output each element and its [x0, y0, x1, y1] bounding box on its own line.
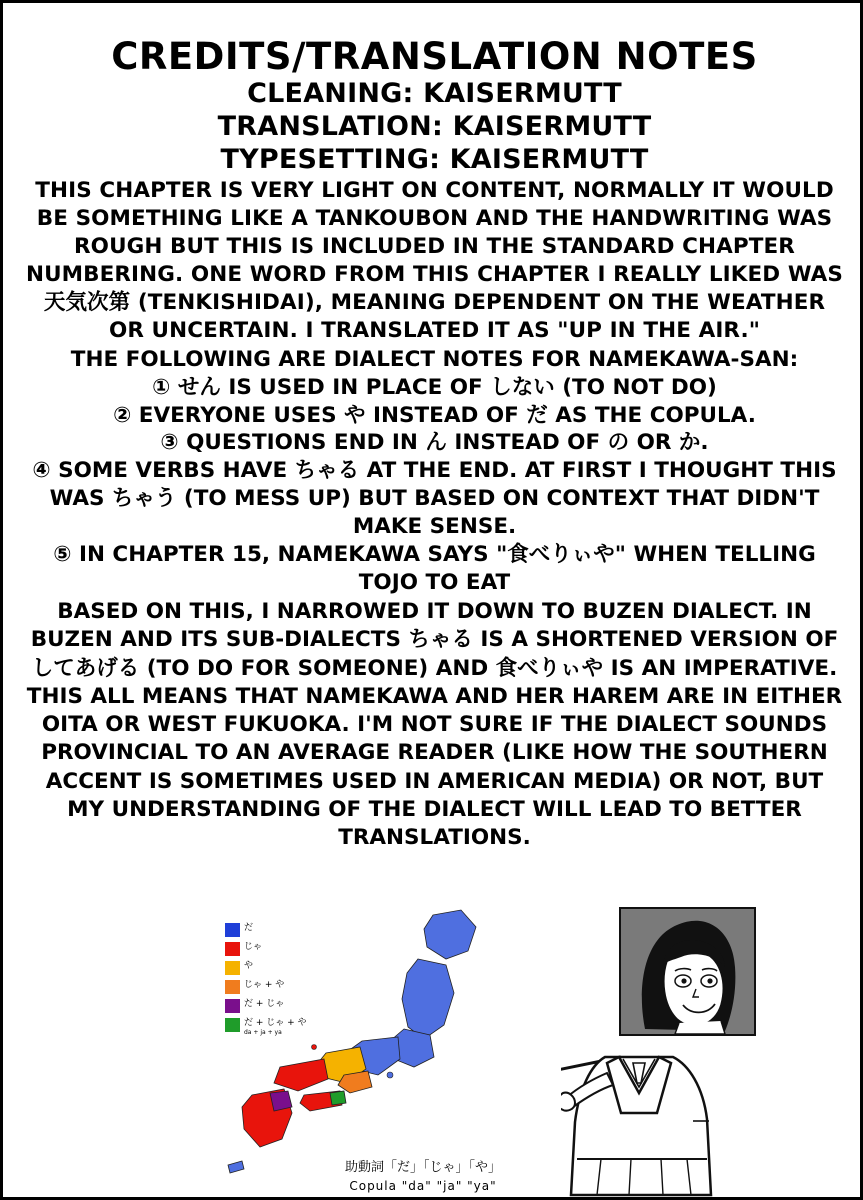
dialect-note-4: ④ SOME VERBS HAVE ちゃる AT THE END. AT FIRST I THOUGHT THIS WAS ちゃう (TO MESS UP) BUT BASED ON CONTEXT THAT DIDN'T MAKE SENSE.: [32, 458, 837, 540]
legend-swatch-da: [225, 923, 240, 937]
illustration-area: [3, 907, 863, 1197]
credit-cleaning: CLEANING: KAISERMUTT: [247, 78, 622, 110]
legend-label-ja-ya: じゃ + や: [244, 980, 285, 990]
legend-swatch-ja: [225, 942, 240, 956]
legend-item-da-ja-ya: [225, 1018, 345, 1035]
legend-label-da: だ: [244, 923, 254, 933]
legend-label-ya: や: [244, 961, 254, 971]
legend-item-ja: [225, 942, 345, 959]
face-photo: [619, 907, 756, 1036]
legend-swatch-ja-ya: [225, 980, 240, 994]
legend-swatch-da-ja: [225, 999, 240, 1013]
credit-translation: TRANSLATION: KAISERMUTT: [217, 111, 652, 143]
dialect-note-3: ③ QUESTIONS END IN ん INSTEAD OF の OR か.: [160, 430, 709, 456]
dialect-notes-intro: THE FOLLOWING ARE DIALECT NOTES FOR NAMEKAWA-SAN:: [70, 346, 799, 372]
map-caption-romaji: Copula "da" "ja" "ya": [349, 1178, 497, 1193]
character-illustration: [561, 907, 811, 1197]
legend-item-ja-ya: [225, 980, 345, 997]
legend-swatch-ya: [225, 961, 240, 975]
dialect-note-5: ⑤ IN CHAPTER 15, NAMEKAWA SAYS "食べりぃや" WHEN TELLING TOJO TO EAT: [53, 542, 816, 596]
map-caption: [258, 1159, 588, 1195]
legend-item-da-ja: [225, 999, 345, 1016]
dialect-note-1: ① せん IS USED IN PLACE OF しない (TO NOT DO): [152, 374, 717, 400]
intro-paragraph: THIS CHAPTER IS VERY LIGHT ON CONTENT, NORMALLY IT WOULD BE SOMETHING LIKE A TANKOUBON AND THE HANDWRITING WAS ROUGH BUT THIS IS INCLUDED IN THE STANDARD CHAPTER NUMBERING. ONE WORD FROM THIS CHAPTER I REALLY LIKED WAS 天気次第 (TENKISHIDAI), MEANING DEPENDENT ON THE WEATHER OR UNCERTAIN. I TRANSLATED IT AS "UP IN THE AIR.": [25, 178, 843, 343]
legend-label-da-ja-ya-text: だ + じゃ + や: [244, 1018, 307, 1028]
credit-typesetting: TYPESETTING: KAISERMUTT: [220, 144, 649, 176]
legend-swatch-da-ja-ya: [225, 1018, 240, 1032]
page-title: CREDITS/TRANSLATION NOTES: [111, 35, 758, 78]
map-caption-jp: 助動詞「だ」「じゃ」「や」: [344, 1159, 501, 1175]
map-legend: [225, 923, 345, 1037]
conclusion-paragraph: BASED ON THIS, I NARROWED IT DOWN TO BUZEN DIALECT. IN BUZEN AND ITS SUB-DIALECTS ちゃる IS A SHORTENED VERSION OF してあげる (TO DO FOR SOMEONE) AND 食べりぃや IS AN IMPERATIVE. THIS ALL MEANS THAT NAMEKAWA AND HER HAREM ARE IN EITHER OITA OR WEST FUKUOKA. I'M NOT SURE IF THE DIALECT SOUNDS PROVINCIAL TO AN AVERAGE READER (LIKE HOW THE SOUTHERN ACCENT IS SOMETIMES USED IN AMERICAN MEDIA) OR NOT, BUT MY UNDERSTANDING OF THE DIALECT WILL LEAD TO BETTER TRANSLATIONS.: [26, 599, 843, 851]
legend-label-da-ja: だ + じゃ: [244, 999, 285, 1009]
translation-notes: [3, 37, 863, 852]
legend-item-da: [225, 923, 345, 940]
dialect-notes-list: [25, 374, 844, 598]
legend-label-ja: じゃ: [244, 942, 263, 952]
dialect-note-2: ② EVERYONE USES や INSTEAD OF だ AS THE COPULA.: [113, 402, 756, 428]
face-photo-svg: [621, 909, 754, 1034]
legend-romaji-da-ja-ya: da + ja + ya: [244, 1029, 282, 1036]
legend-label-da-ja-ya: [244, 1018, 307, 1037]
legend-item-ya: [225, 961, 345, 978]
